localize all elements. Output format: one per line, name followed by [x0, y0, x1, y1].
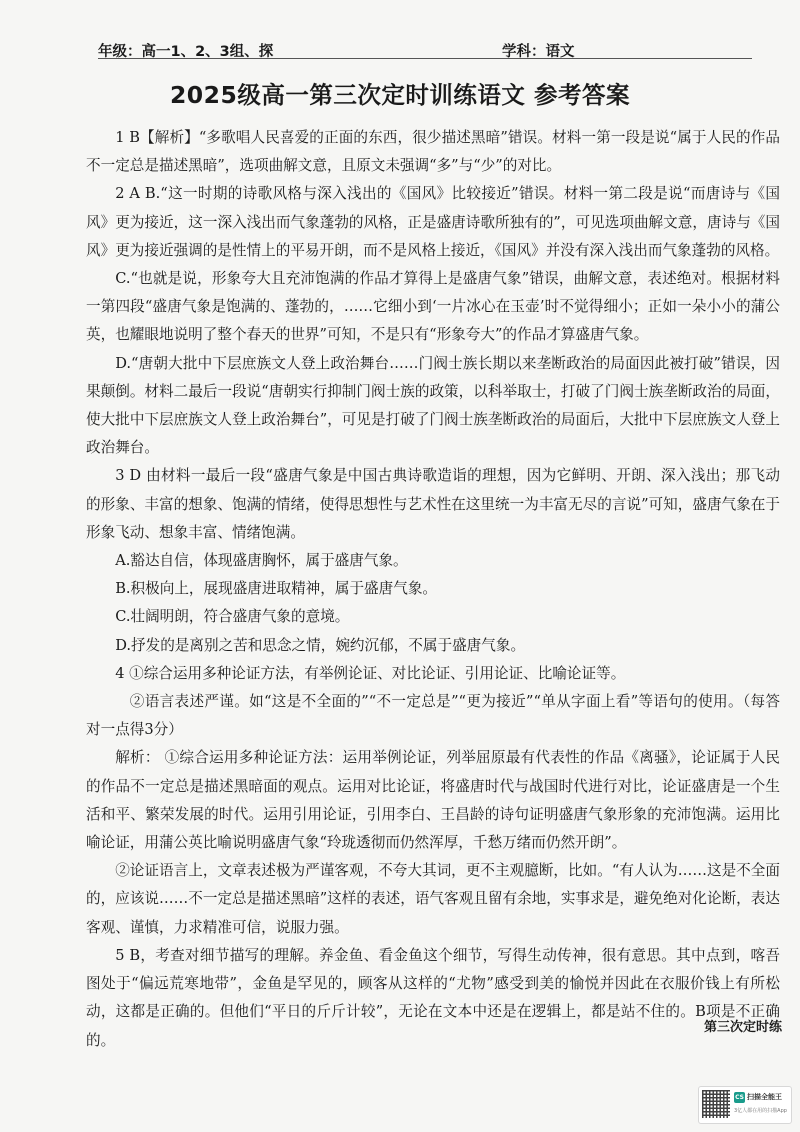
qr-code-icon	[702, 1090, 730, 1118]
document-title: 2025级高一第三次定时训练语文 参考答案	[169, 81, 631, 109]
answer-2-b: 2 A B.“这一时期的诗歌风格与深入浅出的《国风》比较接近”错误。材料一第二段是说“而唐诗与《国风》更为接近，这一深入浅出而气象蓬勃的风格，正是盛唐诗歌所独有的”，可见选项曲解文意，唐诗与《国风》更为接近强调的是性情上的平易开朗，而不是风格上接近，《国风》并没有深入浅出而气象蓬勃的风格。	[86, 185, 780, 259]
answer-3: 3 D 由材料一最后一段“盛唐气象是中国古典诗歌造诣的理想，因为它鲜明、开朗、深入浅出；那飞动的形象、丰富的想象、饱满的情绪，使得思想性与艺术性在这里统一为丰富无尽的言说”可知，盛唐气象在于形象飞动、想象丰富、情绪饱满。	[86, 467, 780, 541]
answer-3-option-d: D.抒发的是离别之苦和思念之情，婉约沉郁，不属于盛唐气象。	[115, 636, 526, 654]
answer-body	[86, 124, 783, 1055]
camscanner-logo-icon: CS	[735, 1094, 744, 1101]
subject-label: 学科：语文	[502, 44, 575, 60]
header-divider	[98, 58, 752, 59]
scanner-subtitle: 3亿人都在用的扫描App	[734, 1108, 787, 1114]
answer-3-option-b: B.积极向上，展现盛唐进取精神，属于盛唐气象。	[115, 580, 438, 598]
footer-label: 第三次定时练	[704, 1020, 783, 1035]
answer-4-point-1: 4 ①综合运用多种论证方法，有举例论证、对比论证、引用论证、比喻论证等。	[115, 664, 626, 682]
answer-3-option-a: A.豁达自信，体现盛唐胸怀，属于盛唐气象。	[115, 552, 408, 570]
answer-1: 1 B【解析】“多歌唱人民喜爱的正面的东西，很少描述黑暗”错误。材料一第一段是说“属于人民的作品不一定总是描述黑暗”，选项曲解文意，且原文未强调“多”与“少”的对比。	[86, 129, 780, 175]
answer-3-option-c: C.壮阔明朗，符合盛唐气象的意境。	[115, 608, 350, 626]
grade-label: 年级：高一1、2、3组、探	[98, 44, 274, 60]
answer-4-analysis-2: ②论证语言上，文章表述极为严谨客观，不夸大其词，更不主观臆断，比如。“有人认为……这是不全面的，应该说……不一定总是描述黑暗”这样的表述，语气客观且留有余地，实事求是，避免绝对化论断，表达客观、谨慎，力求精准可信，说服力强。	[86, 862, 780, 936]
answer-2-c: C.“也就是说，形象夸大且充沛饱满的作品才算得上是盛唐气象”错误，曲解文意，表述绝对。根据材料一第四段“盛唐气象是饱满的、蓬勃的，……它细小到‘一片冰心在玉壶’时不觉得细小；正如一朵小小的蒲公英，也耀眼地说明了整个春天的世界”可知，不是只有“形象夸大”的作品才算盛唐气象。	[86, 270, 780, 344]
answer-4-point-2: ②语言表述严谨。如“这是不全面的”“不一定总是”“更为接近”“单从字面上看”等语句的使用。（每答对一点得3分）	[86, 693, 780, 739]
answer-4-analysis: 解析： ①综合运用多种论证方法：运用举例论证，列举屈原最有代表性的作品《离骚》，论证属于人民的作品不一定总是描述黑暗面的观点。运用对比论证，将盛唐时代与战国时代进行对比，论证盛唐是一个生活和平、繁荣发展的时代。运用引用论证，引用李白、王昌龄的诗句证明盛唐气象形象的充沛饱满。运用比喻论证，用蒲公英比喻说明盛唐气象“玲珑透彻而仍然浑厚，千愁万绪而仍然开朗”。	[86, 749, 780, 852]
answer-5: 5 B，考查对细节描写的理解。养金鱼、看金鱼这个细节，写得生动传神，很有意思。其中点到，喀吾图处于“偏远荒寒地带”，金鱼是罕见的，顾客从这样的“尤物”感受到美的愉悦并因此在衣服价钱上有所松动，这都是正确的。但他们“平日的斤斤计较”，无论在文本中还是在逻辑上，都是站不住的。B项是不正确的。	[86, 946, 780, 1049]
scanner-watermark	[698, 1086, 792, 1124]
answer-2-d: D.“唐朝大批中下层庶族文人登上政治舞台……门阀士族长期以来垄断政治的局面因此被打破”错误，因果颠倒。材料二最后一段说“唐朝实行抑制门阀士族的政策，以科举取士，打破了门阀士族垄断政治的局面，使大批中下层庶族文人登上政治舞台”，可见是打破了门阀士族垄断政治的局面后，大批中下层庶族文人登上政治舞台。	[86, 354, 780, 457]
scanner-title: 扫描全能王	[747, 1093, 782, 1101]
